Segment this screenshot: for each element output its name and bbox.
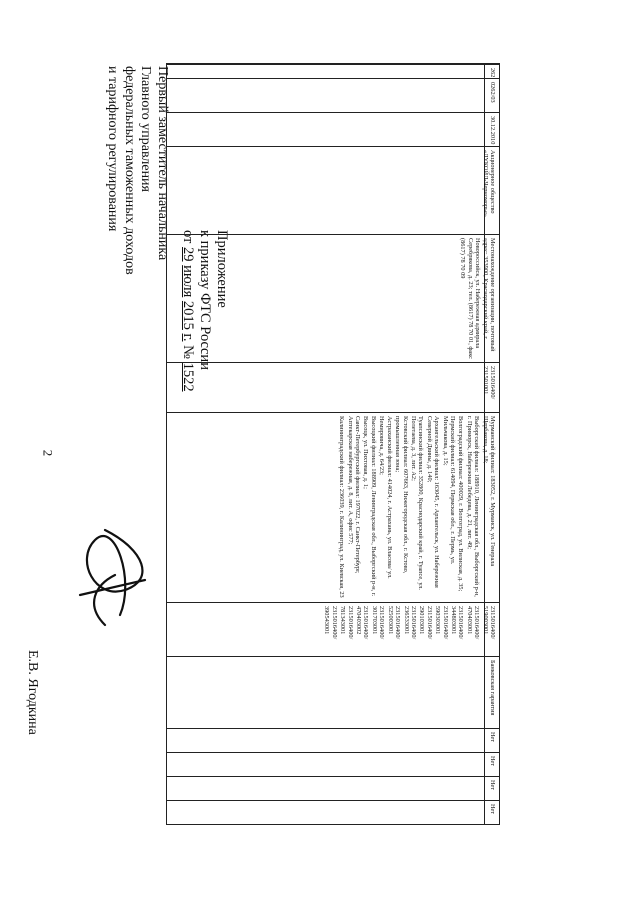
branch-address: Астраханский филиал: 414024, г. Астрахань, ул. Власова/ ул. Немировича, д. 64/23; — [378, 416, 393, 579]
branch-address: Калининградский филиал: 236039, г. Калининград, ул. Киевская, 23 — [338, 416, 346, 598]
branch-inn-kpp: 2315016400/ 781343001 — [339, 606, 354, 640]
branch-address: Высоцкий филиал: 188909, Ленинградская обл., Выборгский р-н, г. Высоцк, ул. Пихтовая, д. 1; — [362, 416, 377, 597]
branch-address: Мурманский филиал: 183052, г. Мурманск, ул. Генерала Щербакова, д. 18; — [481, 416, 496, 567]
cell-organization: Акционерное общество «ЛУКОЙЛ-Черноморье» — [167, 146, 499, 234]
branch-inn-kpp: 2315016400/ 525003001 — [386, 606, 402, 640]
branch-inn-kpp: 2315016400/ 236533001 — [402, 606, 417, 640]
appendix-line-1: Приложение — [214, 230, 230, 308]
branch-address: Туапсинский филиал: 352800, Краснодарский край, г. Туапсе, ул. Полетаева, д. 3, лит. А2; — [409, 416, 425, 590]
cell-date: 30.12.2010 — [167, 112, 499, 146]
branch-inn-kpp: 2315016400/ 470403001 — [465, 606, 481, 640]
date-day: 29 — [180, 247, 196, 262]
cell-flag-1: Нет — [167, 728, 499, 752]
cell-row-number: 262 — [167, 64, 499, 78]
branch-address: Архангельский филиал: 163045, г. Архангельск, ул. Набережная Северной Двины, д. 140; — [425, 416, 441, 588]
branch-inn-kpp: 2315016400/ 470403002 — [355, 606, 370, 640]
cell-branches — [167, 412, 499, 602]
branch-inn-kpp: 2315016400/ 344803001 — [449, 606, 465, 640]
title-line-2: Главного управления — [138, 66, 154, 192]
branch-address: Пермский филиал: 614094, Пермская обл., г. Пермь, ул. Мильчакова, д. 15; — [441, 416, 456, 565]
signatory-title — [104, 66, 170, 306]
branch-address: Выборгский филиал: 188910, Ленинградская обл., Выборгский р-н, г. Приморск, Набережная Лебедева, д. 21, лит. 49; — [465, 416, 481, 597]
branch-inn-kpp: 2315016400/ 590303001 — [434, 606, 449, 640]
handwritten-signature — [65, 520, 165, 640]
branch-inn-kpp: 2315016400/ 301703001 — [370, 606, 386, 640]
cell-inn-kpp: 2315016400/ 231501001 — [167, 362, 499, 412]
branch-inn-kpp: 2315016400/ 519003001 — [481, 606, 496, 640]
title-line-3: федеральных таможенных доходов — [122, 66, 137, 275]
registry-table — [166, 63, 500, 825]
title-line-1: Первый заместитель начальника — [155, 66, 170, 261]
cell-code: 0262/03 — [167, 78, 499, 112]
branch-inn-kpp: 2315016400/ 390543001 — [323, 606, 338, 640]
date-year-suffix: г. — [180, 333, 196, 342]
cell-flag-4: Нет — [167, 800, 499, 826]
branch-inn-kpp: 2315016400/ 290103001 — [418, 606, 433, 640]
date-prefix: от — [180, 230, 196, 244]
date-year: 2015 — [180, 300, 196, 330]
number-sign: № — [180, 345, 196, 359]
title-line-4: и тарифного регулирования — [105, 66, 121, 232]
branch-address: Волгоградский филиал: 400029, г. Волгоград, ул. Вилиская, д. 35; — [457, 416, 465, 592]
cell-guarantee: Банковская гарантия — [167, 656, 499, 728]
date-month: июля — [180, 265, 196, 298]
cell-location: Местонахождение организации, почтовый адрес: 353900, Краснодарский край, г. Новороссийск, ул. Набережная адмирала Серебрякова, д. 23; тел. (8617) 78 70 01, факс (8617) 78 70 09 — [167, 234, 499, 362]
appendix-line-2: к приказу ФТС России — [197, 230, 213, 370]
order-number: 1522 — [180, 362, 196, 392]
page-number: 2 — [40, 449, 56, 457]
cell-flag-3: Нет — [167, 776, 499, 800]
branch-address: Кстовский филиал: 607663, Нижегородская обл., г. Кстово, промышленная зона; — [394, 416, 409, 574]
branch-address: Санкт-Петербургский филиал: 197022, г. Санкт-Петербург, Аптекарская набережная, д. 8, лит. А, офис 577; — [346, 416, 362, 574]
cell-flag-2: Нет — [167, 752, 499, 776]
signer-name: Е.В. Ягодкина — [25, 650, 40, 735]
cell-branch-codes — [167, 602, 499, 656]
